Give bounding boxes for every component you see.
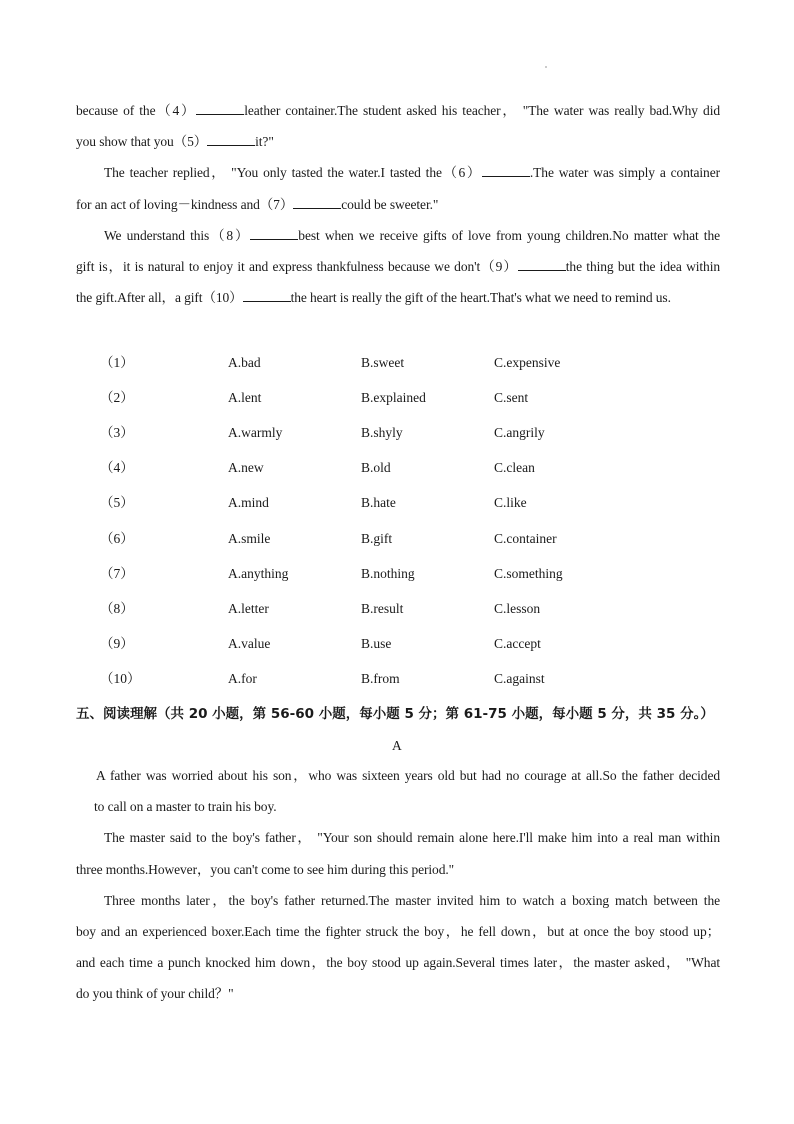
passage-label: A [392, 738, 402, 753]
question-number: （5） [100, 495, 134, 510]
answer-blank-7[interactable] [293, 195, 341, 209]
scan-speck [545, 66, 547, 68]
option-b[interactable]: B.result [361, 601, 404, 616]
cloze-text: gift is，it is natural to enjoy it and express thankfulness because we don't（9） [76, 259, 518, 274]
option-a[interactable]: A.warmly [228, 425, 283, 440]
question-number: （3） [100, 425, 134, 440]
option-b[interactable]: B.use [361, 636, 392, 651]
cloze-line-1 [76, 101, 720, 121]
option-c[interactable]: C.sent [494, 390, 529, 405]
option-b[interactable]: B.gift [361, 531, 393, 546]
option-c[interactable]: C.clean [494, 460, 535, 475]
option-a[interactable]: A.value [228, 636, 271, 651]
option-c[interactable]: C.like [494, 495, 527, 510]
option-b[interactable]: B.hate [361, 495, 396, 510]
answer-blank-5[interactable] [207, 132, 255, 146]
question-number: （10） [100, 671, 141, 686]
cloze-text: We understand this（8） [104, 228, 251, 243]
option-c[interactable]: C.angrily [494, 425, 545, 440]
cloze-text: The teacher replied， "You only tasted the water.I tasted the（6） [104, 165, 482, 180]
option-a[interactable]: A.anything [228, 566, 289, 581]
option-row-7 [0, 564, 794, 584]
passage-line: boy and an experienced boxer.Each time the fighter struck the boy，he fell down，but at once the boy stood up； [76, 924, 720, 939]
option-c[interactable]: C.against [494, 671, 545, 686]
option-b[interactable]: B.explained [361, 390, 426, 405]
option-a[interactable]: A.bad [228, 355, 261, 370]
cloze-text: for an act of loving－kindness and（7） [76, 197, 294, 212]
answer-blank-9[interactable] [518, 257, 566, 271]
cloze-text: you show that you（5） [76, 134, 208, 149]
option-a[interactable]: A.smile [228, 531, 271, 546]
option-b[interactable]: B.old [361, 460, 391, 475]
option-row-2 [0, 388, 794, 408]
passage-line: do you think of your child？" [76, 986, 234, 1001]
answer-blank-8[interactable] [250, 226, 298, 240]
option-a[interactable]: A.lent [228, 390, 262, 405]
passage-line: to call on a master to train his boy. [94, 799, 277, 814]
option-b[interactable]: B.shyly [361, 425, 403, 440]
cloze-line-6 [76, 257, 720, 277]
question-number: （2） [100, 390, 134, 405]
option-row-10 [0, 669, 794, 689]
option-row-1 [0, 353, 794, 373]
option-c[interactable]: C.lesson [494, 601, 541, 616]
option-b[interactable]: B.nothing [361, 566, 415, 581]
passage-line: and each time a punch knocked him down，the boy stood up again.Several times later，the master asked， "What [76, 955, 720, 970]
passage-line: Three months later，the boy's father returned.The master invited him to watch a boxing match between the [104, 893, 720, 908]
option-c[interactable]: C.container [494, 531, 557, 546]
passage-line: A father was worried about his son，who was sixteen years old but had no courage at all.So the father decided [96, 768, 720, 783]
option-b[interactable]: B.from [361, 671, 400, 686]
option-row-5 [0, 493, 794, 513]
option-c[interactable]: C.accept [494, 636, 541, 651]
cloze-text: the heart is really the gift of the heart.That's what we need to remind us. [290, 290, 671, 305]
option-b[interactable]: B.sweet [361, 355, 405, 370]
option-row-9 [0, 634, 794, 654]
question-number: （1） [100, 355, 134, 370]
option-a[interactable]: A.letter [228, 601, 269, 616]
cloze-line-5 [104, 226, 720, 246]
option-a[interactable]: A.for [228, 671, 257, 686]
option-c[interactable]: C.something [494, 566, 563, 581]
question-number: （4） [100, 460, 134, 475]
option-row-8 [0, 599, 794, 619]
question-number: （7） [100, 566, 134, 581]
cloze-text: best when we receive gifts of love from young children.No matter what the [298, 228, 720, 243]
passage-line: three months.However，you can't come to see him during this period." [76, 862, 455, 877]
answer-blank-6[interactable] [482, 163, 530, 177]
cloze-text: leather container.The student asked his teacher， "The water was really bad.Why did [244, 103, 720, 118]
answer-blank-4[interactable] [196, 101, 244, 115]
option-row-3 [0, 423, 794, 443]
question-number: （8） [100, 601, 134, 616]
cloze-text: the thing but the idea within [565, 259, 721, 274]
cloze-text: because of the（4） [76, 103, 197, 118]
question-number: （6） [100, 531, 134, 546]
passage-line: The master said to the boy's father， "Your son should remain alone here.I'll make him into a real man within [104, 830, 720, 845]
option-a[interactable]: A.new [228, 460, 264, 475]
cloze-text: the gift.After all，a gift（10） [76, 290, 243, 305]
option-row-6 [0, 529, 794, 549]
cloze-line-2 [76, 132, 720, 152]
option-a[interactable]: A.mind [228, 495, 269, 510]
cloze-line-7 [76, 288, 720, 308]
cloze-text: it?" [255, 134, 274, 149]
section-heading: 五、阅读理解（共 20 小题，第 56-60 小题，每小题 5 分；第 61-75 小题，每小题 5 分，共 35 分。） [76, 706, 714, 722]
cloze-text: .The water was simply a container [529, 165, 720, 180]
cloze-line-4 [76, 195, 720, 215]
cloze-text: could be sweeter." [341, 197, 439, 212]
option-c[interactable]: C.expensive [494, 355, 561, 370]
question-number: （9） [100, 636, 134, 651]
answer-blank-10[interactable] [243, 288, 291, 302]
cloze-line-3 [104, 163, 720, 183]
option-row-4 [0, 458, 794, 478]
